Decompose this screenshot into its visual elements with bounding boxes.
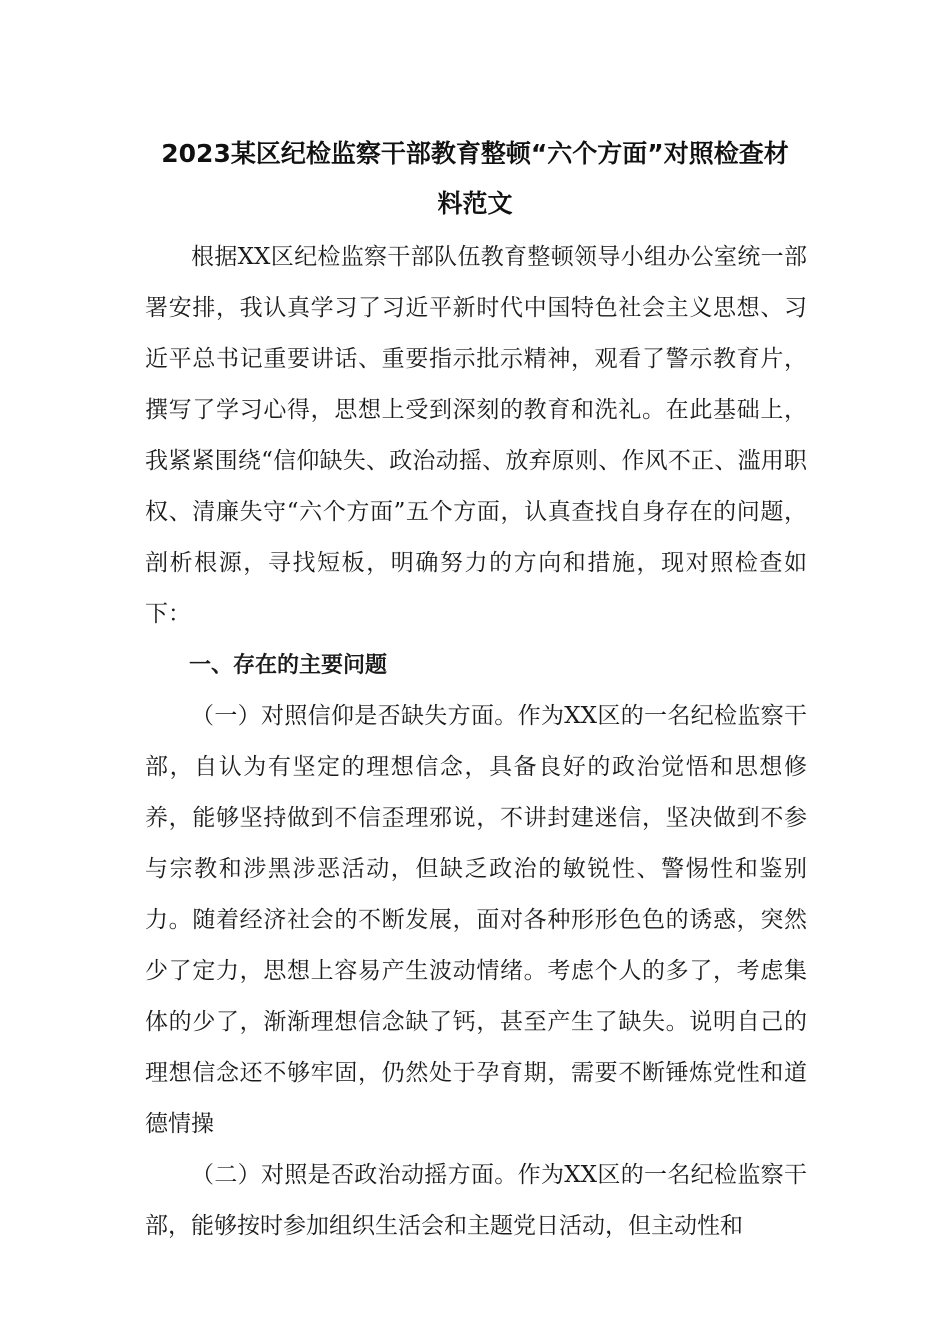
document-title-line2: 料范文	[437, 189, 513, 218]
section-heading-problems: 一、存在的主要问题	[189, 653, 388, 678]
document-body	[145, 232, 807, 1252]
intro-paragraph: 根据XX区纪检监察干部队伍教育整顿领导小组办公室统一部署安排，我认真学习了习近平新时代中国特色社会主义思想、习近平总书记重要讲话、重要指示批示精神，观看了警示教育片，撰写了学习心得，思想上受到深刻的教育和洗礼。在此基础上，我紧紧围绕“信仰缺失、政治动摇、放弃原则、作风不正、滥用职权、清廉失守“六个方面”五个方面，认真查找自身存在的问题，剖析根源，寻找短板，明确努力的方向和措施，现对照检查如下：	[145, 244, 807, 627]
document-title-line1: 2023某区纪检监察干部教育整顿“六个方面”对照检查材	[161, 139, 789, 168]
item-paragraph-2: （二）对照是否政治动摇方面。作为XX区的一名纪检监察干部，能够按时参加组织生活会和主题党日活动，但主动性和	[145, 1162, 807, 1239]
item-paragraph-1: （一）对照信仰是否缺失方面。作为XX区的一名纪检监察干部，自认为有坚定的理想信念，具备良好的政治觉悟和思想修养，能够坚持做到不信歪理邪说，不讲封建迷信，坚决做到不参与宗教和涉黑涉恶活动，但缺乏政治的敏锐性、警惕性和鉴别力。随着经济社会的不断发展，面对各种形形色色的诱惑，突然少了定力，思想上容易产生波动情绪。考虑个人的多了，考虑集体的少了，渐渐理想信念缺了钙，甚至产生了缺失。说明自己的理想信念还不够牢固，仍然处于孕育期，需要不断锤炼党性和道德情操	[145, 703, 807, 1137]
